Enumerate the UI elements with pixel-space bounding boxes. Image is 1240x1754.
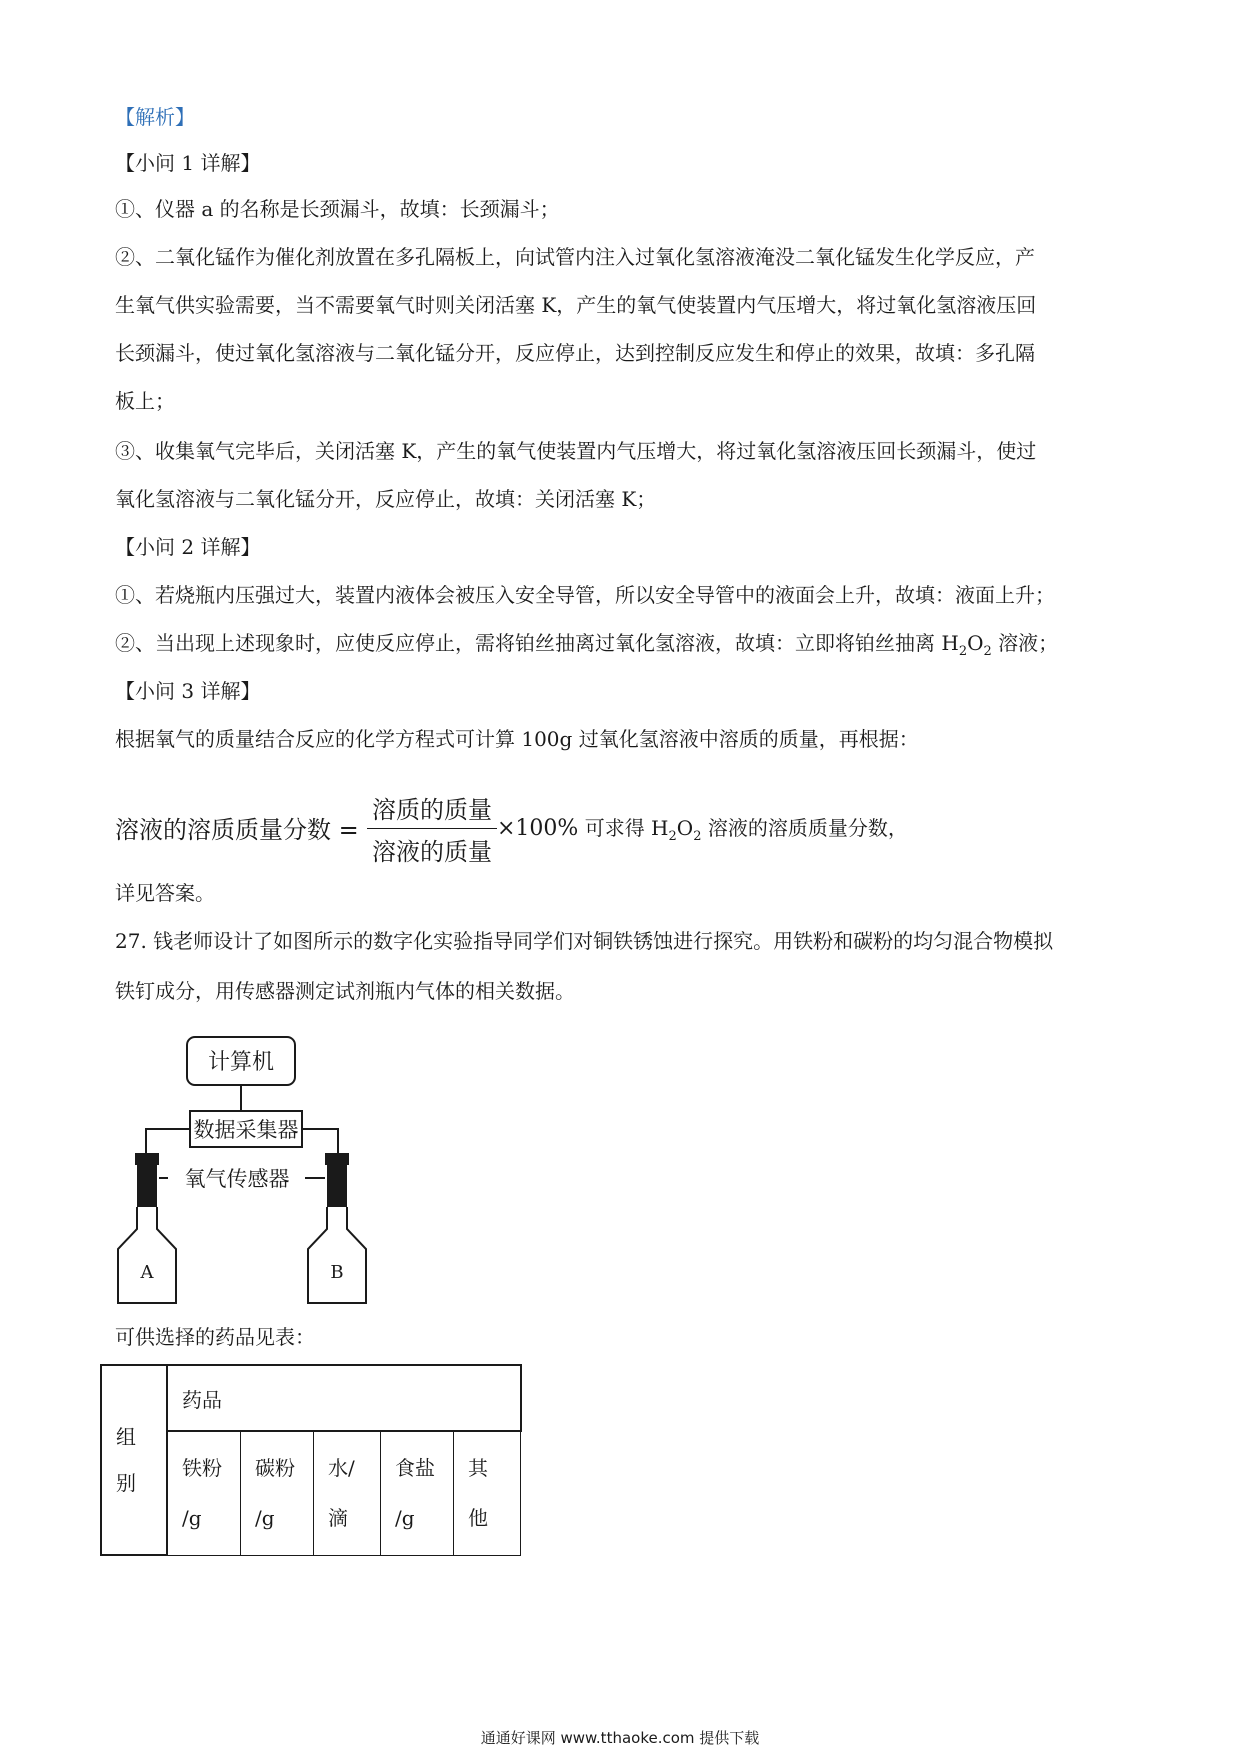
drugs-header: 药品: [167, 1365, 521, 1431]
sensor-label: 氧气传感器: [184, 1167, 290, 1191]
q1-heading: 【小问 1 详解】: [115, 151, 261, 175]
q3-heading: 【小问 3 详解】: [115, 679, 261, 703]
q1-paragraph-3-line-1: ③、收集氧气完毕后，关闭活塞 K，产生的氧气使装置内气压增大，将过氧化氢溶液压回长颈漏斗，使过: [115, 439, 1037, 463]
col-water: 水/ 滴: [314, 1431, 381, 1555]
sensor-a-body: [137, 1165, 157, 1207]
q1-paragraph-2-line-1: ②、二氧化锰作为催化剂放置在多孔隔板上，向试管内注入过氧化氢溶液淹没二氧化锰发生化学反应，产: [115, 245, 1035, 269]
drug-table: [100, 1364, 522, 1556]
sensor-b-body: [327, 1165, 347, 1207]
bottle-a-label: A: [140, 1262, 154, 1283]
q1-paragraph-2-line-2: 生氧气供实验需要，当不需要氧气时则关闭活塞 K，产生的氧气使装置内气压增大，将过氧化氢溶液压回: [115, 293, 1037, 317]
formula-numerator: 溶质的质量: [367, 790, 497, 829]
q1-paragraph-3-line-2: 氧化氢溶液与二氧化锰分开，反应停止，故填：关闭活塞 K；: [115, 487, 657, 511]
formula-rhs: ×100% 可求得 $H_2O_2$ 溶液的溶质质量分数，: [497, 816, 908, 844]
wire-right: [302, 1129, 338, 1153]
question-27-line-2: 铁钉成分，用传感器测定试剂瓶内气体的相关数据。: [115, 979, 575, 1003]
footer: 通通好课网 www.tthaoke.com 提供下载: [480, 1729, 760, 1747]
sensor-a-cap: [135, 1153, 159, 1165]
experiment-diagram: [110, 1035, 390, 1305]
col-iron-powder: 铁粉 /g: [167, 1431, 241, 1555]
q1-paragraph-2-line-3: 长颈漏斗，使过氧化氢溶液与二氧化锰分开，反应停止，达到控制反应发生和停止的效果，故填：多孔隔: [115, 341, 1035, 365]
q2-paragraph-1: ①、若烧瓶内压强过大，装置内液体会被压入安全导管，所以安全导管中的液面会上升，故填：液面上升；: [115, 583, 1055, 607]
bottle-a: [118, 1207, 176, 1303]
q3-paragraph-1: 根据氧气的质量结合反应的化学方程式可计算 100g 过氧化氢溶液中溶质的质量，再根据：: [115, 727, 919, 751]
col-carbon-powder: 碳粉 /g: [241, 1431, 314, 1555]
col-other: 其 他: [454, 1431, 521, 1555]
see-answer: 详见答案。: [115, 881, 215, 905]
q1-paragraph-2-line-4: 板上；: [115, 389, 175, 413]
computer-label: 计算机: [207, 1050, 275, 1075]
formula-denominator: 溶液的质量: [372, 838, 492, 866]
col-salt: 食盐 /g: [381, 1431, 454, 1555]
q2-paragraph-2: ②、当出现上述现象时，应使反应停止，需将铂丝抽离过氧化氢溶液，故填：立即将铂丝抽离 $H_2O_2$ 溶液；: [115, 631, 1059, 659]
q1-paragraph-1: ①、仪器 a 的名称是长颈漏斗，故填：长颈漏斗；: [115, 197, 560, 221]
collector-label: 数据采集器: [193, 1118, 299, 1142]
question-27-line-1: 27. 钱老师设计了如图所示的数字化实验指导同学们对铜铁锈蚀进行探究。用铁粉和碳粉的均匀混合物模拟: [115, 929, 1054, 953]
sensor-b-cap: [325, 1153, 349, 1165]
bottle-b-label: B: [330, 1262, 344, 1283]
group-header: 组 别: [101, 1365, 167, 1555]
wire-left: [146, 1129, 190, 1153]
bottle-b: [308, 1207, 366, 1303]
formula-lhs: 溶液的溶质质量分数 =: [115, 816, 359, 844]
q2-heading: 【小问 2 详解】: [115, 535, 261, 559]
table-intro: 可供选择的药品见表：: [115, 1325, 315, 1349]
formula-fraction: [367, 790, 497, 867]
analysis-heading: 【解析】: [115, 105, 195, 129]
